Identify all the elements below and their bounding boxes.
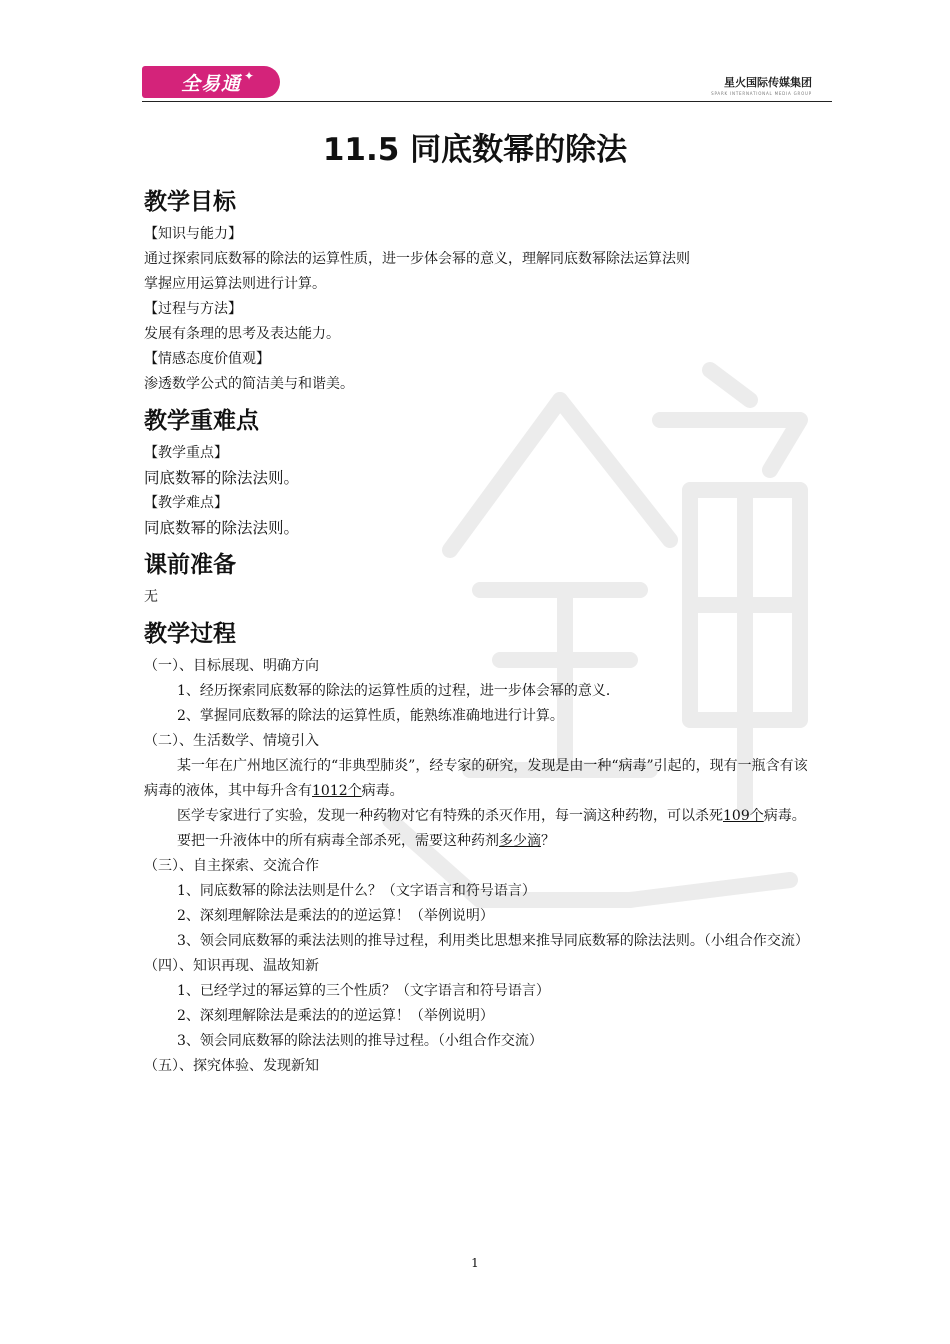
preparation-heading: 课前准备 xyxy=(144,552,236,578)
part2-para1-text: 某一年在广州地区流行的“非典型肺炎”，经专家的研究，发现是由一种“病毒”引起的，现有一瓶含有该病毒的液体，其中每升含有 xyxy=(144,758,808,799)
page-number: 1 xyxy=(471,1256,479,1270)
part2-para2-end: 病毒。 xyxy=(763,808,806,824)
goals-heading: 教学目标 xyxy=(144,189,236,215)
part1-item-2: 2、掌握同底数幂的除法的运算性质，能熟练准确地进行计算。 xyxy=(177,708,564,724)
part2-para2-text: 医学专家进行了实验，发现一种药物对它有特殊的杀灭作用，每一滴这种药物，可以杀死 xyxy=(177,808,723,824)
knowledge-text-1: 通过探索同底数幂的除法的运算性质，进一步体会幂的意义，理解同底数幂除法运算法则 xyxy=(144,251,690,267)
process-label: 【过程与方法】 xyxy=(144,301,242,317)
preparation-text: 无 xyxy=(144,589,158,605)
part5-title: （五）、探究体验、发现新知 xyxy=(144,1058,319,1074)
brand-logo xyxy=(142,66,280,98)
kill-count: 109个 xyxy=(723,808,764,824)
logo-text: 全易通 xyxy=(180,72,241,95)
org-logo xyxy=(711,74,812,96)
attitude-label: 【情感态度价值观】 xyxy=(144,351,270,367)
knowledge-label: 【知识与能力】 xyxy=(144,226,242,242)
page-title: 11.5 同底数幂的除法 xyxy=(322,132,628,168)
part2-paragraph-3 xyxy=(144,829,812,854)
part2-paragraph-2 xyxy=(144,804,812,829)
focus-label: 【教学重点】 xyxy=(144,445,228,461)
virus-count: 1012个 xyxy=(312,783,362,799)
knowledge-text-2: 掌握应用运算法则进行计算。 xyxy=(144,276,326,292)
part3-item-1: 1、同底数幂的除法法则是什么？（文字语言和符号语言） xyxy=(177,883,536,899)
part2-title: （二）、生活数学、情境引入 xyxy=(144,733,319,749)
header-divider xyxy=(142,101,832,102)
part3-item-2: 2、深刻理解除法是乘法的的逆运算！（举例说明） xyxy=(177,908,494,924)
part1-item-1: 1、经历探索同底数幂的除法的运算性质的过程，进一步体会幂的意义． xyxy=(177,683,620,699)
attitude-text: 渗透数学公式的简洁美与和谐美。 xyxy=(144,376,354,392)
part2-paragraph-1 xyxy=(144,754,812,804)
part2-para3-end: ？ xyxy=(541,833,555,849)
part4-item-2: 2、深刻理解除法是乘法的的逆运算！（举例说明） xyxy=(177,1008,494,1024)
sparkle-icon: ✦ xyxy=(243,69,254,83)
difficulty-label: 【教学难点】 xyxy=(144,495,228,511)
part2-para3-text: 要把一升液体中的所有病毒全部杀死，需要这种药剂 xyxy=(177,833,499,849)
org-name-en: SPARK INTERNATIONAL MEDIA GROUP xyxy=(711,91,812,96)
part4-title: （四）、知识再现、温故知新 xyxy=(144,958,319,974)
part3-item-3: 3、领会同底数幂的乘法法则的推导过程，利用类比思想来推导同底数幂的除法法则。（小组合作交流） xyxy=(177,933,809,949)
part2-para1-end: 病毒。 xyxy=(361,783,404,799)
key-points-heading: 教学重难点 xyxy=(144,408,259,434)
org-name-cn: 星火国际传媒集团 xyxy=(724,76,812,89)
focus-text: 同底数幂的除法法则。 xyxy=(144,469,300,487)
part3-title: （三）、自主探索、交流合作 xyxy=(144,858,319,874)
part4-item-1: 1、已经学过的幂运算的三个性质？（文字语言和符号语言） xyxy=(177,983,550,999)
drops-question: 多少滴 xyxy=(499,833,541,849)
process-text: 发展有条理的思考及表达能力。 xyxy=(144,326,340,342)
part1-title: （一）、目标展现、明确方向 xyxy=(144,658,319,674)
document-body xyxy=(144,182,812,1079)
part4-item-3: 3、领会同底数幂的除法法则的推导过程。（小组合作交流） xyxy=(177,1033,543,1049)
difficulty-text: 同底数幂的除法法则。 xyxy=(144,519,300,537)
page-header xyxy=(142,66,832,102)
process-heading: 教学过程 xyxy=(144,621,236,647)
